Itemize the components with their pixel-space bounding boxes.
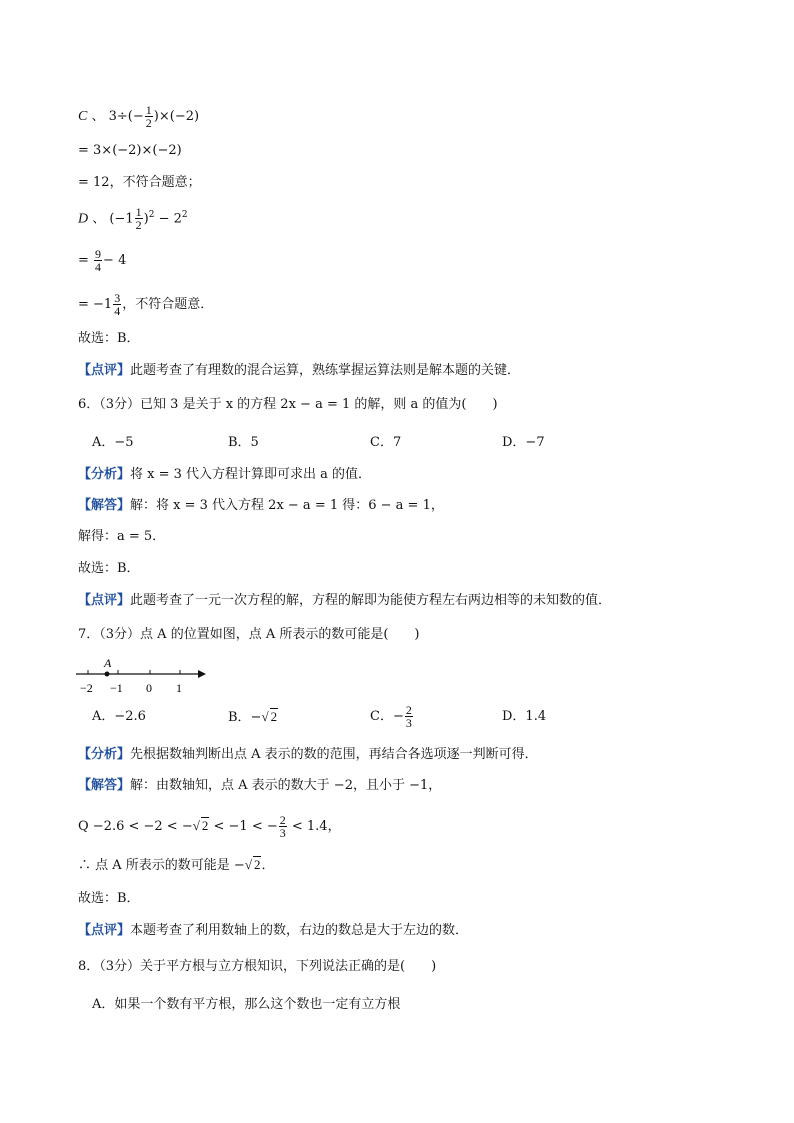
- expr-part: ，不符合题意．: [122, 297, 214, 312]
- number-line-figure: [74, 652, 208, 696]
- expr-part: (−1: [109, 211, 134, 227]
- solution-text: 解：将 x = 3 代入方程 2x − a = 1 得：6 − a = 1，: [130, 498, 444, 513]
- denominator: 3: [279, 826, 286, 840]
- analysis-tag: 【分析】: [78, 467, 131, 482]
- step-line: = 12，不符合题意；: [78, 175, 201, 190]
- option-c-expression: [78, 104, 199, 129]
- expr-part: < −1 < −: [209, 819, 278, 834]
- option-label: C: [78, 109, 88, 124]
- solution-tag: 【解答】: [78, 498, 131, 513]
- review-tag: 【点评】: [78, 923, 131, 938]
- expr-part: ．: [261, 858, 275, 873]
- exponent: 2: [181, 210, 188, 220]
- answer-line: 故选：B．: [78, 891, 140, 906]
- q7-option-d: D．1.4: [502, 709, 547, 724]
- q6-option-c: C．7: [370, 435, 402, 450]
- analysis-text: 先根据数轴判断出点 A 表示的数的范围，再结合各选项逐一判断可得．: [130, 747, 538, 762]
- equals: =: [78, 253, 89, 268]
- radicand: 2: [201, 818, 209, 833]
- numerator: 3: [114, 291, 121, 305]
- numerator: 2: [279, 813, 286, 827]
- denominator: 4: [114, 304, 121, 318]
- numerator: 2: [405, 703, 412, 717]
- solution-line: 解得：a = 5．: [78, 529, 166, 544]
- expr-part: 3÷(−: [108, 109, 144, 124]
- solution-line: [78, 856, 274, 875]
- expr-part: − 4: [103, 253, 127, 268]
- review-text: 此题考查了一元一次方程的解，方程的解即为能使方程左右两边相等的未知数的值．: [130, 593, 612, 608]
- fraction: [279, 814, 287, 839]
- review-tag: 【点评】: [78, 363, 131, 378]
- solution-line: [78, 777, 441, 795]
- review-line: [78, 362, 520, 380]
- numerator: 1: [135, 205, 142, 220]
- review-line: [78, 592, 611, 610]
- answer-line: 故选：B．: [78, 561, 140, 576]
- fraction: [135, 206, 143, 231]
- review-line: [78, 922, 468, 940]
- step-line: [78, 248, 126, 273]
- expr-part: < 1.4，: [287, 819, 341, 834]
- tick-label: 0: [146, 681, 152, 695]
- fraction: [405, 704, 413, 729]
- step-line: = 3×(−2)×(−2): [78, 143, 182, 158]
- q6-option-a: A．−5: [92, 435, 134, 450]
- denominator: 2: [145, 116, 152, 130]
- axis-arrow-icon: [198, 670, 206, 678]
- review-tag: 【点评】: [78, 593, 131, 608]
- separator: 、: [92, 211, 106, 227]
- q6-option-d: D．−7: [502, 435, 545, 450]
- q7-option-b: [228, 708, 278, 727]
- review-text: 此题考查了有理数的混合运算，熟练掌握运算法则是解本题的关键．: [130, 363, 521, 378]
- solution-tag: 【解答】: [78, 778, 131, 793]
- q8-option-a: A．如果一个数有平方根，那么这个数也一定有立方根: [92, 997, 401, 1012]
- option-text: B．−: [228, 710, 262, 725]
- denominator: 2: [135, 218, 142, 233]
- question-7-stem: 7．（3分）点 A 的位置如图，点 A 所表示的数可能是( ): [78, 627, 420, 642]
- analysis-text: 将 x = 3 代入方程计算即可求出 a 的值．: [130, 467, 372, 482]
- tick-label: −1: [110, 681, 123, 695]
- answer-line: 故选：B．: [78, 331, 140, 346]
- expr-part: − 2: [154, 211, 182, 227]
- fraction: [94, 248, 102, 273]
- numerator: 1: [145, 103, 152, 117]
- option-text: C．−: [370, 709, 404, 724]
- q6-option-b: B．5: [228, 435, 259, 450]
- expr-part: ∴ 点 A 所表示的数可能是 −: [78, 858, 245, 873]
- point-a-dot: [105, 672, 110, 677]
- denominator: 4: [95, 260, 102, 274]
- analysis-tag: 【分析】: [78, 747, 131, 762]
- expr-part: ): [143, 211, 149, 227]
- fraction: [145, 104, 153, 129]
- numerator: 9: [95, 247, 102, 261]
- sqrt: √ 2: [244, 857, 261, 872]
- q7-option-c: [370, 704, 414, 729]
- solution-line: [78, 814, 341, 839]
- expr-part: Q −2.6 < −2 < −: [78, 819, 193, 834]
- sqrt: √ 2: [192, 818, 209, 833]
- sqrt: √ 2: [261, 709, 278, 724]
- tick-label: −2: [80, 681, 93, 695]
- expr-part: )×(−2): [153, 109, 200, 124]
- option-d-expression: [78, 206, 188, 231]
- tick-label: 1: [176, 681, 182, 695]
- q7-option-a: A．−2.6: [92, 709, 146, 724]
- analysis-line: [78, 466, 371, 484]
- point-a-label: A: [104, 656, 112, 670]
- radicand: 2: [270, 709, 278, 724]
- question-6-stem: 6．（3分）已知 3 是关于 x 的方程 2x − a = 1 的解，则 a 的值为( ): [78, 397, 498, 412]
- expr-part: = −1: [78, 297, 113, 312]
- solution-text: 解：由数轴知，点 A 表示的数大于 −2，且小于 −1，: [130, 778, 442, 793]
- review-text: 本题考查了利用数轴上的数，右边的数总是大于左边的数．: [130, 923, 469, 938]
- exponent: 2: [148, 210, 155, 220]
- solution-line: [78, 497, 444, 515]
- option-label: D: [78, 211, 89, 227]
- analysis-line: [78, 746, 538, 764]
- question-8-stem: 8．（3分）关于平方根与立方根知识，下列说法正确的是( ): [78, 959, 437, 974]
- fraction: [113, 292, 121, 317]
- denominator: 3: [405, 716, 412, 730]
- step-line: [78, 292, 213, 317]
- radicand: 2: [253, 857, 261, 872]
- separator: 、: [91, 109, 105, 124]
